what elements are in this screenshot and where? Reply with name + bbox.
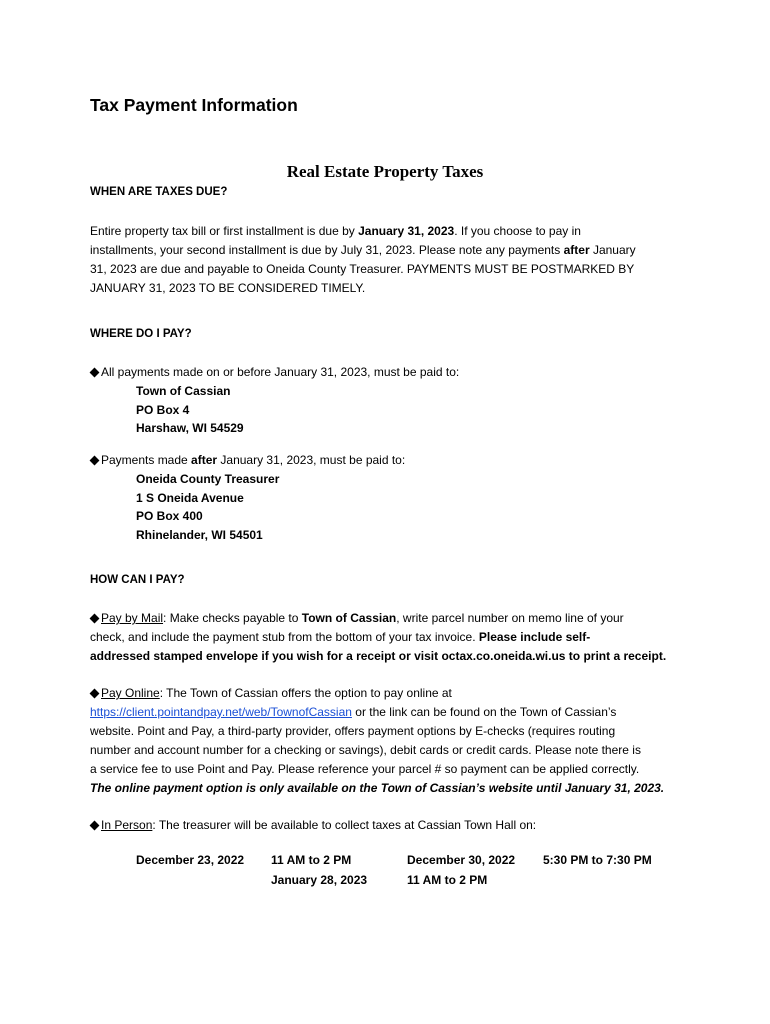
where-before-text: All payments made on or before January 31, 2023, must be paid to: — [90, 363, 459, 382]
diamond-bullet-icon — [90, 820, 100, 830]
pay-by-mail-paragraph: Pay by Mail: Make checks payable to Town of Cassian, write parcel number on memo line of your check, and include the payment stub from the bottom of your tax invoice. Please include self- addressed stamped envelope if you wish for a receipt or visit octax.co.oneida.wi.us to print a receipt. — [90, 611, 667, 663]
where-after-text: Payments made after January 31, 2023, must be paid to: — [90, 451, 405, 470]
pay-online-paragraph: Pay Online: The Town of Cassian offers the option to pay online at https://client.pointandpay.net/web/TownofCassian or the link can be found on the Town of Cassian’s website. Point and Pay, a third-party provider, offers payment options by E-checks (requires routing number and account number for a checking or savings), debit cards or credit cards. Please note there is a service fee to use Point and Pay. Please reference your parcel # so payment can be applied correctly. The online payment option is only available on the Town of Cassian’s website until January 31, 2023. — [90, 686, 665, 795]
diamond-bullet-icon — [90, 613, 100, 623]
schedule-date: January 28, 2023 — [271, 873, 368, 887]
schedule-date: December 30, 2022 — [407, 853, 516, 867]
where-heading: WHERE DO I PAY? — [90, 328, 192, 340]
diamond-bullet-icon — [90, 455, 100, 465]
diamond-bullet-icon — [90, 688, 100, 698]
section-title: Real Estate Property Taxes — [286, 162, 484, 181]
how-heading: HOW CAN I PAY? — [90, 574, 185, 586]
when-paragraph: Entire property tax bill or first installment is due by January 31, 2023. If you choose to pay in installments, your second installment is due by July 31, 2023. Please note any payments after January 31, 2023 are due and payable to Oneida County Treasurer. PAYMENTS MUST BE POSTMARKED BY JANUARY 31, 2023 TO BE CONSIDERED TIMELY. — [90, 224, 636, 295]
schedule-time: 11 AM to 2 PM — [407, 873, 488, 887]
point-and-pay-link[interactable]: https://client.pointandpay.net/web/TownofCassian — [90, 705, 352, 719]
diamond-bullet-icon — [90, 367, 100, 377]
schedule-time: 5:30 PM to 7:30 PM — [543, 853, 652, 867]
town-address: Town of Cassian PO Box 4 Harshaw, WI 54529 — [136, 384, 244, 435]
in-person-paragraph: In Person: The treasurer will be available to collect taxes at Cassian Town Hall on: — [90, 816, 536, 835]
page-title: Tax Payment Information — [90, 95, 298, 115]
schedule-time: 11 AM to 2 PM — [271, 853, 352, 867]
schedule-date: December 23, 2022 — [136, 853, 245, 867]
when-heading: WHEN ARE TAXES DUE? — [90, 186, 228, 198]
county-address: Oneida County Treasurer 1 S Oneida Avenue PO Box 400 Rhinelander, WI 54501 — [136, 472, 280, 542]
